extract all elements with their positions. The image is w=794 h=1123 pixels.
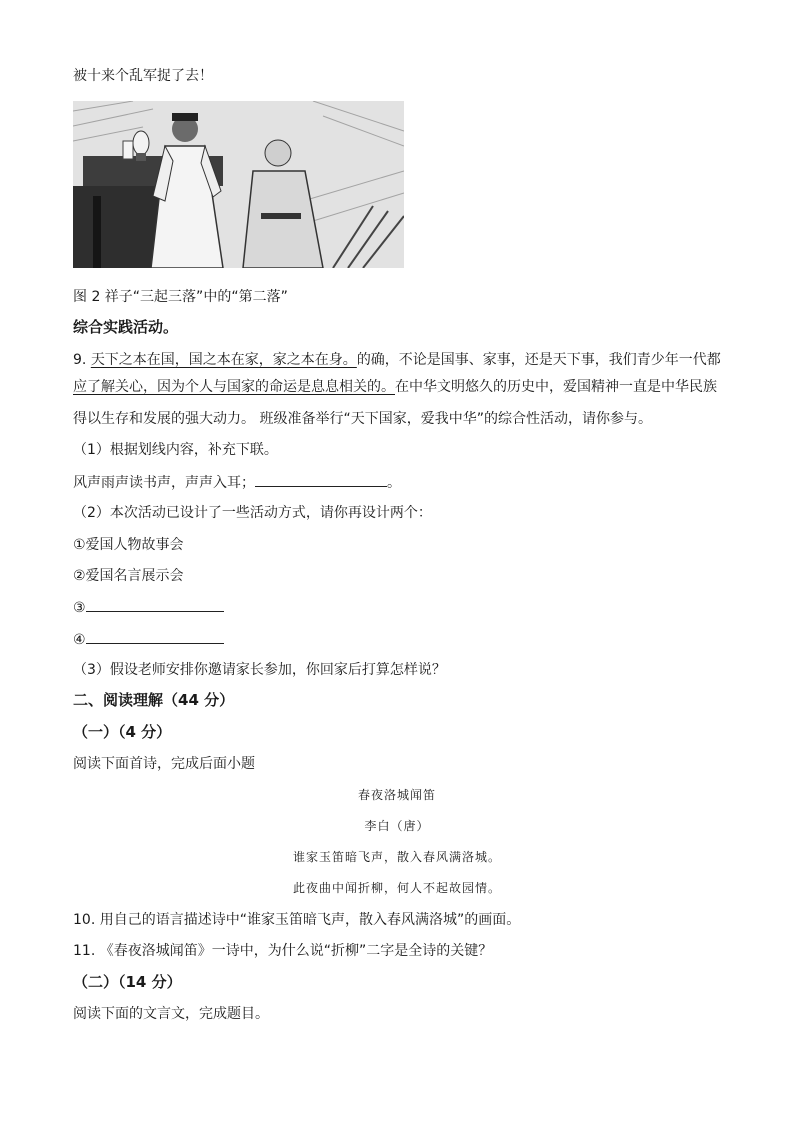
activity-item-2: ②爱国名言展示会 [73,568,184,584]
illustration-drawing [73,101,404,268]
figure-caption: 图 2 祥子“三起三落”中的“第二落” [73,289,288,305]
sub-question-3: （3）假设老师安排你邀请家长参加，你回家后打算怎样说？ [73,662,446,678]
question-9-line-1 [73,350,721,370]
poem-title: 春夜洛城闻笛 [357,788,436,802]
poem-author: 李白（唐） [364,819,430,833]
part-intro: 阅读下面的文言文，完成题目。 [73,1006,269,1022]
underlined-text: 应了解关心，因为个人与国家的命运是息息相关的。 [73,379,395,395]
text-segment: 在中华文明悠久的历史中，爱国精神一直是中华民族 [395,379,717,395]
section-heading: 二、阅读理解（44 分） [73,691,235,709]
part-intro: 阅读下面首诗，完成后面小题 [73,756,255,772]
question-10: 10. 用自己的语言描述诗中“谁家玉笛暗飞声，散入春风满洛城”的画面。 [73,912,521,928]
part-heading: （二）（14 分） [73,973,182,991]
question-9-line-3: 得以生存和发展的强大动力。 班级准备举行“天下国家，爱我中华”的综合性活动，请你参与。 [73,411,652,427]
sub-question-1: （1）根据划线内容，补充下联。 [73,442,278,458]
couplet-end: 。 [387,475,401,491]
couplet-text: 风声雨声读书声，声声入耳； [73,475,255,491]
sub-question-2: （2）本次活动已设计了一些活动方式，请你再设计两个： [73,505,432,521]
text-line: 被十来个乱军捉了去！ [73,68,213,84]
item-marker: ③ [73,600,86,616]
illustration-image [73,101,404,268]
underlined-text: 天下之本在国，国之本在家，家之本在身。 [90,352,357,368]
answer-blank[interactable] [86,597,224,612]
question-number: 9. [73,352,91,368]
item-marker: ④ [73,632,86,648]
activity-item-1: ①爱国人物故事会 [73,537,184,553]
answer-blank[interactable] [255,472,387,487]
part-heading: （一）（4 分） [73,723,172,741]
poem-line-2: 此夜曲中闻折柳，何人不起故园情。 [292,881,501,895]
question-11: 11. 《春夜洛城闻笛》一诗中，为什么说“折柳”二字是全诗的关键？ [73,943,493,959]
text-segment: 的确，不论是国事、家事，还是天下事，我们青少年一代都 [356,352,721,368]
answer-blank[interactable] [86,629,224,644]
question-9-line-2 [73,377,717,397]
couplet-line [73,472,401,493]
activity-item-3 [73,597,224,618]
poem-line-1: 谁家玉笛暗飞声，散入春风满洛城。 [292,850,501,864]
section-heading: 综合实践活动。 [73,318,179,336]
activity-item-4 [73,629,224,650]
